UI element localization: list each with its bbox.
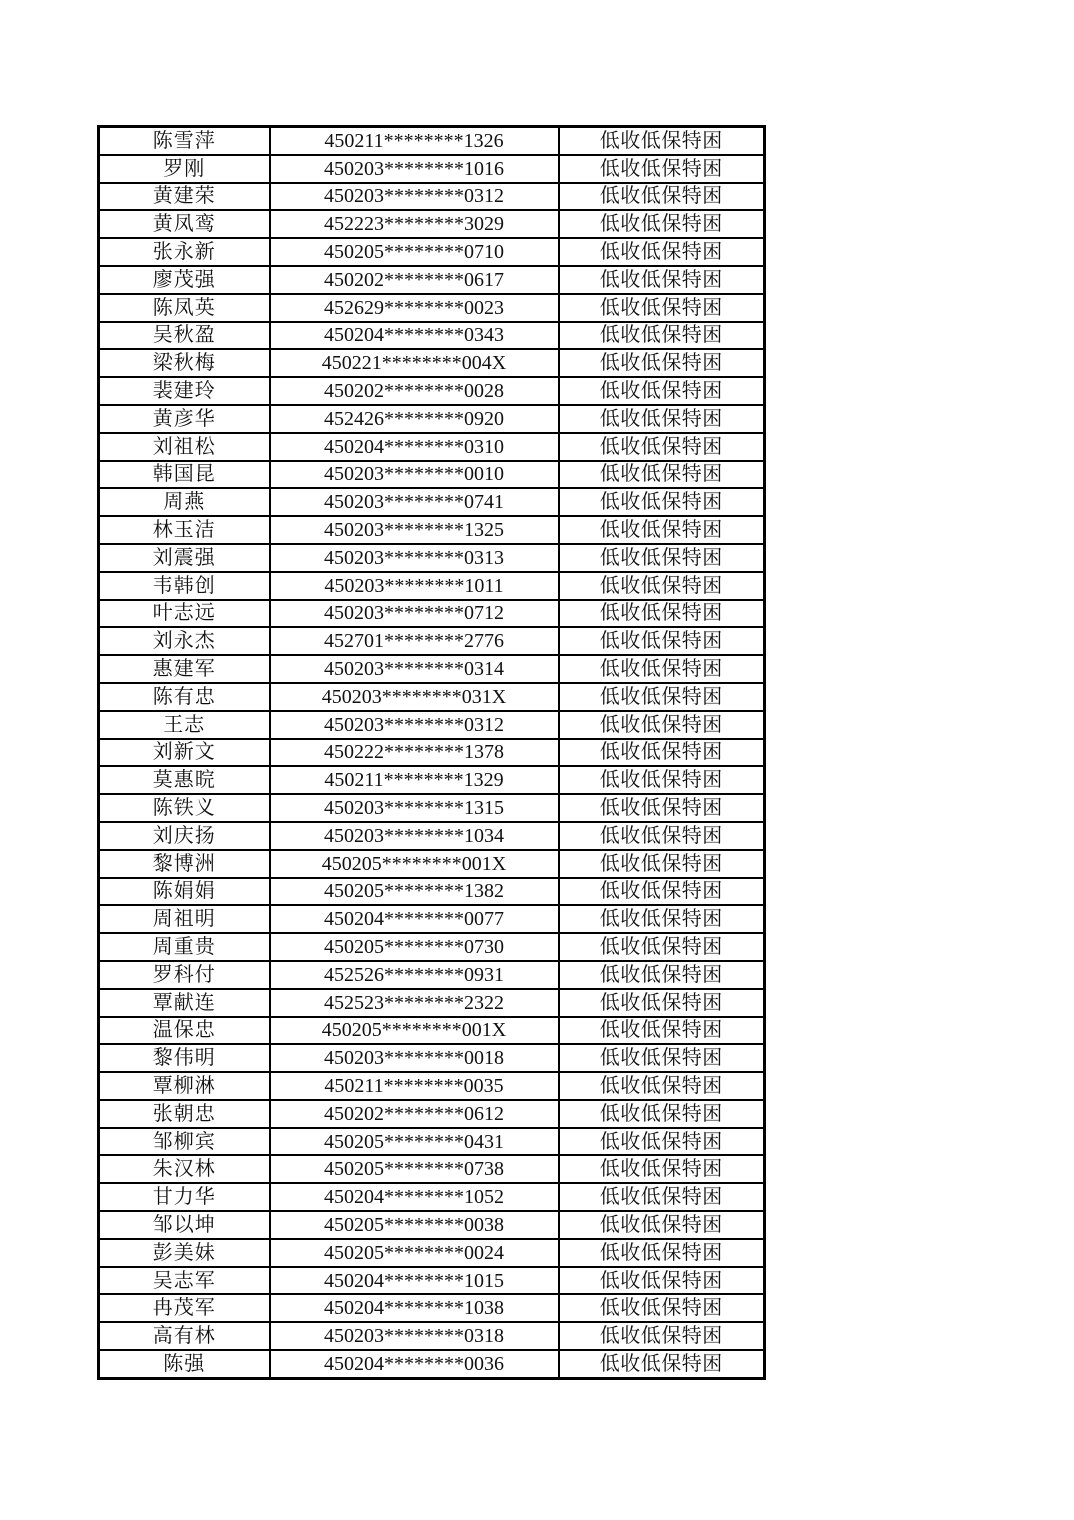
table-row xyxy=(99,878,765,906)
cell-category: 低收低保特困 xyxy=(559,572,765,600)
table-row xyxy=(99,655,765,683)
cell-name: 冉茂军 xyxy=(99,1294,270,1322)
cell-id_masked: 450203********0018 xyxy=(270,1044,559,1072)
cell-category: 低收低保特困 xyxy=(559,961,765,989)
cell-category: 低收低保特困 xyxy=(559,1100,765,1128)
cell-category: 低收低保特困 xyxy=(559,711,765,739)
cell-id_masked: 450205********0431 xyxy=(270,1128,559,1156)
cell-name: 邹柳宾 xyxy=(99,1128,270,1156)
table-row xyxy=(99,516,765,544)
cell-name: 叶志远 xyxy=(99,600,270,628)
cell-category: 低收低保特困 xyxy=(559,1350,765,1378)
table-row xyxy=(99,961,765,989)
cell-name: 陈有忠 xyxy=(99,683,270,711)
cell-name: 梁秋梅 xyxy=(99,349,270,377)
cell-id_masked: 450202********0612 xyxy=(270,1100,559,1128)
table-row xyxy=(99,1183,765,1211)
table-row xyxy=(99,294,765,322)
cell-id_masked: 452426********0920 xyxy=(270,405,559,433)
table-row xyxy=(99,794,765,822)
table-row xyxy=(99,1128,765,1156)
table-row xyxy=(99,461,765,489)
cell-name: 韦韩创 xyxy=(99,572,270,600)
cell-name: 裴建玲 xyxy=(99,377,270,405)
cell-category: 低收低保特困 xyxy=(559,210,765,238)
cell-category: 低收低保特困 xyxy=(559,683,765,711)
cell-name: 周燕 xyxy=(99,488,270,516)
cell-id_masked: 452629********0023 xyxy=(270,294,559,322)
cell-category: 低收低保特困 xyxy=(559,461,765,489)
cell-category: 低收低保特困 xyxy=(559,322,765,350)
cell-name: 周祖明 xyxy=(99,905,270,933)
table-row xyxy=(99,627,765,655)
table-row xyxy=(99,1072,765,1100)
cell-category: 低收低保特困 xyxy=(559,544,765,572)
cell-id_masked: 450205********0038 xyxy=(270,1211,559,1239)
table-row xyxy=(99,822,765,850)
cell-id_masked: 450205********001X xyxy=(270,1017,559,1045)
cell-name: 陈凤英 xyxy=(99,294,270,322)
cell-name: 黎伟明 xyxy=(99,1044,270,1072)
cell-id_masked: 450204********1015 xyxy=(270,1267,559,1295)
table-row xyxy=(99,1100,765,1128)
table-row xyxy=(99,683,765,711)
cell-category: 低收低保特困 xyxy=(559,516,765,544)
cell-id_masked: 450202********0028 xyxy=(270,377,559,405)
cell-category: 低收低保特困 xyxy=(559,1322,765,1350)
cell-category: 低收低保特困 xyxy=(559,878,765,906)
cell-id_masked: 450203********0313 xyxy=(270,544,559,572)
cell-name: 廖茂强 xyxy=(99,266,270,294)
cell-name: 高有林 xyxy=(99,1322,270,1350)
table-row xyxy=(99,155,765,183)
cell-id_masked: 450204********0310 xyxy=(270,433,559,461)
cell-category: 低收低保特困 xyxy=(559,1267,765,1295)
cell-category: 低收低保特困 xyxy=(559,1017,765,1045)
cell-id_masked: 450221********004X xyxy=(270,349,559,377)
cell-name: 温保忠 xyxy=(99,1017,270,1045)
cell-category: 低收低保特困 xyxy=(559,377,765,405)
cell-category: 低收低保特困 xyxy=(559,1239,765,1267)
table-body xyxy=(99,127,765,1379)
cell-category: 低收低保特困 xyxy=(559,1183,765,1211)
cell-category: 低收低保特困 xyxy=(559,155,765,183)
cell-name: 吴志军 xyxy=(99,1267,270,1295)
cell-name: 陈强 xyxy=(99,1350,270,1378)
cell-category: 低收低保特困 xyxy=(559,1072,765,1100)
cell-category: 低收低保特困 xyxy=(559,349,765,377)
cell-id_masked: 450204********0077 xyxy=(270,905,559,933)
cell-category: 低收低保特困 xyxy=(559,294,765,322)
cell-id_masked: 450203********0312 xyxy=(270,183,559,211)
cell-id_masked: 450203********1315 xyxy=(270,794,559,822)
cell-name: 刘永杰 xyxy=(99,627,270,655)
cell-category: 低收低保特困 xyxy=(559,405,765,433)
table-row xyxy=(99,433,765,461)
cell-name: 覃献连 xyxy=(99,989,270,1017)
cell-id_masked: 450203********1011 xyxy=(270,572,559,600)
cell-category: 低收低保特困 xyxy=(559,127,765,155)
table-row xyxy=(99,766,765,794)
cell-id_masked: 450222********1378 xyxy=(270,739,559,767)
cell-id_masked: 450203********1325 xyxy=(270,516,559,544)
table-row xyxy=(99,349,765,377)
cell-id_masked: 450204********0343 xyxy=(270,322,559,350)
cell-id_masked: 450204********1052 xyxy=(270,1183,559,1211)
table-row xyxy=(99,127,765,155)
table-row xyxy=(99,405,765,433)
cell-name: 刘震强 xyxy=(99,544,270,572)
cell-name: 刘庆扬 xyxy=(99,822,270,850)
cell-category: 低收低保特困 xyxy=(559,655,765,683)
cell-category: 低收低保特困 xyxy=(559,433,765,461)
table-row xyxy=(99,1267,765,1295)
table-row xyxy=(99,238,765,266)
cell-category: 低收低保特困 xyxy=(559,266,765,294)
cell-name: 林玉洁 xyxy=(99,516,270,544)
cell-id_masked: 450211********0035 xyxy=(270,1072,559,1100)
cell-id_masked: 450204********1038 xyxy=(270,1294,559,1322)
cell-id_masked: 450203********1016 xyxy=(270,155,559,183)
cell-category: 低收低保特困 xyxy=(559,600,765,628)
cell-name: 莫惠晥 xyxy=(99,766,270,794)
cell-category: 低收低保特困 xyxy=(559,1211,765,1239)
cell-name: 刘新文 xyxy=(99,739,270,767)
cell-id_masked: 450211********1326 xyxy=(270,127,559,155)
table-row xyxy=(99,488,765,516)
cell-id_masked: 450205********1382 xyxy=(270,878,559,906)
table-row xyxy=(99,989,765,1017)
cell-id_masked: 450203********0314 xyxy=(270,655,559,683)
cell-name: 张永新 xyxy=(99,238,270,266)
cell-id_masked: 450205********001X xyxy=(270,850,559,878)
table-row xyxy=(99,1239,765,1267)
table-row xyxy=(99,544,765,572)
table-row xyxy=(99,210,765,238)
cell-name: 邹以坤 xyxy=(99,1211,270,1239)
table-row xyxy=(99,572,765,600)
cell-name: 黎博洲 xyxy=(99,850,270,878)
table-row xyxy=(99,1155,765,1183)
cell-id_masked: 450203********0741 xyxy=(270,488,559,516)
cell-name: 甘力华 xyxy=(99,1183,270,1211)
table-row xyxy=(99,377,765,405)
cell-category: 低收低保特困 xyxy=(559,850,765,878)
cell-category: 低收低保特困 xyxy=(559,488,765,516)
table-row xyxy=(99,600,765,628)
table-row xyxy=(99,1211,765,1239)
cell-name: 韩国昆 xyxy=(99,461,270,489)
table-row xyxy=(99,739,765,767)
cell-name: 王志 xyxy=(99,711,270,739)
cell-name: 罗科付 xyxy=(99,961,270,989)
cell-id_masked: 452526********0931 xyxy=(270,961,559,989)
table-row xyxy=(99,1350,765,1378)
table-row xyxy=(99,850,765,878)
cell-id_masked: 450205********0738 xyxy=(270,1155,559,1183)
cell-category: 低收低保特困 xyxy=(559,1294,765,1322)
cell-id_masked: 450205********0730 xyxy=(270,933,559,961)
cell-name: 刘祖松 xyxy=(99,433,270,461)
cell-name: 张朝忠 xyxy=(99,1100,270,1128)
cell-id_masked: 450203********1034 xyxy=(270,822,559,850)
cell-id_masked: 452701********2776 xyxy=(270,627,559,655)
cell-name: 彭美妹 xyxy=(99,1239,270,1267)
cell-id_masked: 450203********0712 xyxy=(270,600,559,628)
cell-category: 低收低保特困 xyxy=(559,238,765,266)
cell-category: 低收低保特困 xyxy=(559,905,765,933)
cell-id_masked: 450203********0010 xyxy=(270,461,559,489)
cell-id_masked: 452523********2322 xyxy=(270,989,559,1017)
cell-name: 黄凤鸾 xyxy=(99,210,270,238)
cell-category: 低收低保特困 xyxy=(559,1128,765,1156)
cell-id_masked: 450204********0036 xyxy=(270,1350,559,1378)
cell-name: 罗刚 xyxy=(99,155,270,183)
table-row xyxy=(99,266,765,294)
table-row xyxy=(99,1322,765,1350)
cell-category: 低收低保特困 xyxy=(559,183,765,211)
cell-category: 低收低保特困 xyxy=(559,739,765,767)
table-row xyxy=(99,322,765,350)
cell-id_masked: 450211********1329 xyxy=(270,766,559,794)
cell-category: 低收低保特困 xyxy=(559,933,765,961)
table-row xyxy=(99,1017,765,1045)
cell-category: 低收低保特困 xyxy=(559,766,765,794)
cell-id_masked: 450203********031X xyxy=(270,683,559,711)
cell-category: 低收低保特困 xyxy=(559,1044,765,1072)
cell-category: 低收低保特困 xyxy=(559,1155,765,1183)
cell-id_masked: 450205********0024 xyxy=(270,1239,559,1267)
cell-id_masked: 452223********3029 xyxy=(270,210,559,238)
table-row xyxy=(99,1294,765,1322)
cell-name: 陈雪萍 xyxy=(99,127,270,155)
cell-name: 朱汉林 xyxy=(99,1155,270,1183)
cell-category: 低收低保特困 xyxy=(559,627,765,655)
cell-name: 惠建军 xyxy=(99,655,270,683)
cell-category: 低收低保特困 xyxy=(559,794,765,822)
table-row xyxy=(99,1044,765,1072)
cell-id_masked: 450203********0312 xyxy=(270,711,559,739)
table-row xyxy=(99,933,765,961)
cell-id_masked: 450202********0617 xyxy=(270,266,559,294)
cell-id_masked: 450205********0710 xyxy=(270,238,559,266)
table-row xyxy=(99,183,765,211)
cell-category: 低收低保特困 xyxy=(559,822,765,850)
welfare-roster-table xyxy=(97,125,766,1380)
cell-id_masked: 450203********0318 xyxy=(270,1322,559,1350)
cell-category: 低收低保特困 xyxy=(559,989,765,1017)
cell-name: 吴秋盈 xyxy=(99,322,270,350)
cell-name: 黄建荣 xyxy=(99,183,270,211)
table-row xyxy=(99,711,765,739)
cell-name: 陈铁义 xyxy=(99,794,270,822)
cell-name: 周重贵 xyxy=(99,933,270,961)
table-row xyxy=(99,905,765,933)
cell-name: 覃柳淋 xyxy=(99,1072,270,1100)
cell-name: 黄彦华 xyxy=(99,405,270,433)
cell-name: 陈娟娟 xyxy=(99,878,270,906)
